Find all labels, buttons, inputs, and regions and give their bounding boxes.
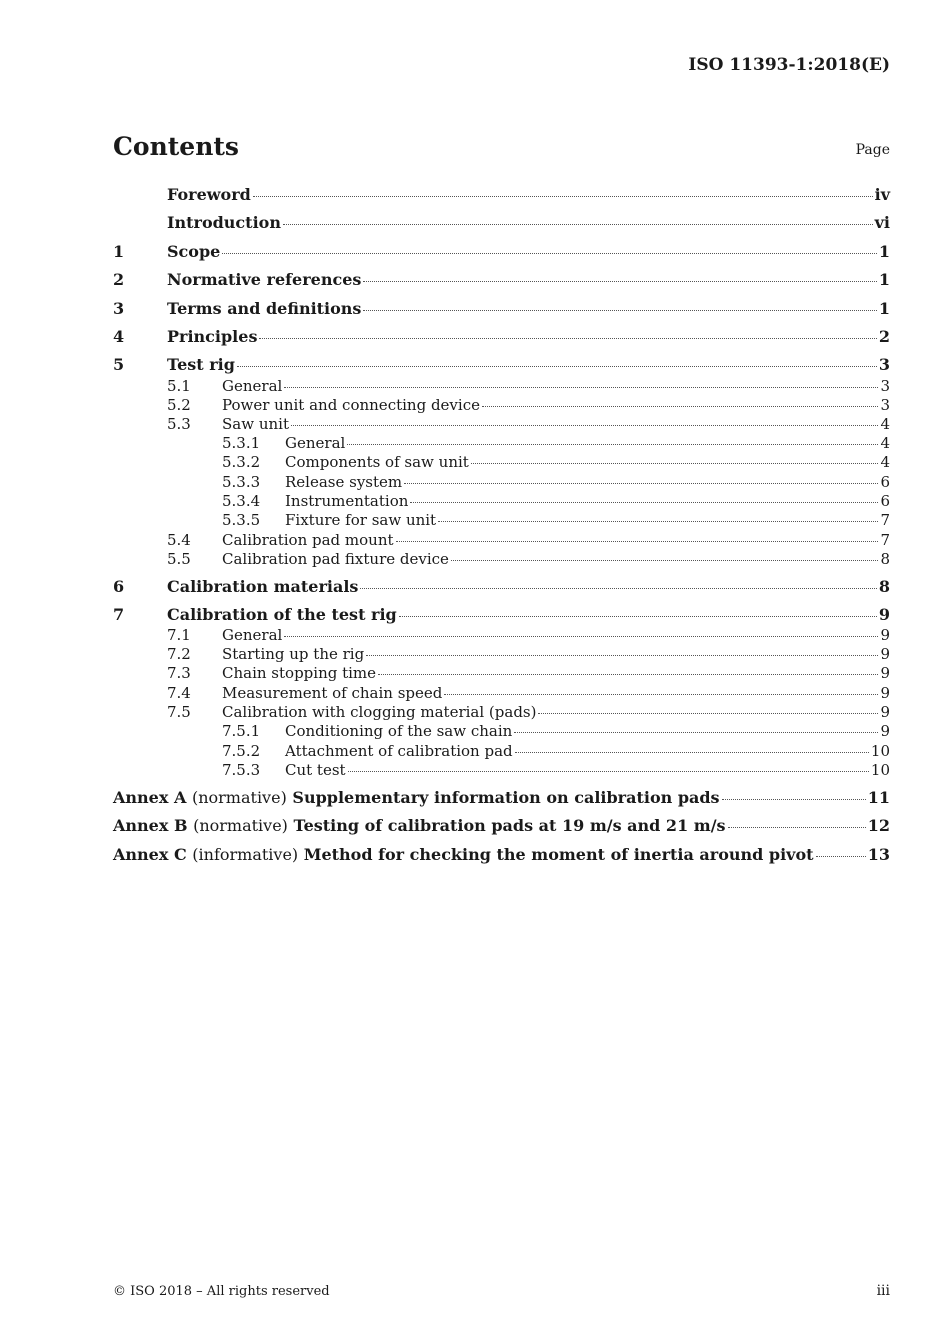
dot-leader	[515, 751, 869, 753]
dot-leader	[482, 405, 878, 407]
toc-entry-title: Saw unit	[222, 415, 289, 433]
toc-entry-number: 7.5.3	[222, 761, 261, 779]
annex-heading	[113, 845, 814, 865]
dot-leader	[366, 654, 878, 656]
toc-entry-title: Components of saw unit	[285, 453, 469, 471]
toc-annex-entry[interactable]	[113, 845, 890, 865]
dot-leader	[471, 462, 879, 464]
toc-entry-number: 7.1	[167, 626, 191, 644]
toc-entry-number: 5.3.3	[222, 473, 261, 491]
toc-entry[interactable]	[113, 577, 890, 597]
toc-entry-title: Foreword	[167, 185, 251, 204]
toc-entry-page: 1	[878, 270, 890, 289]
dot-leader	[514, 731, 878, 733]
toc-entry-number: 3	[113, 299, 125, 318]
annex-title: Supplementary information on calibration pads	[292, 788, 720, 807]
dot-leader	[348, 770, 869, 772]
dot-leader	[538, 712, 878, 714]
dot-leader	[444, 693, 878, 695]
toc-entry-title: Attachment of calibration pad	[285, 742, 513, 760]
dot-leader	[396, 540, 879, 542]
toc-entry-title: Introduction	[167, 213, 281, 232]
toc-entry-page: 6	[880, 473, 890, 491]
page-column-label: Page	[855, 142, 890, 158]
toc-entry[interactable]	[113, 376, 890, 396]
toc-entry-number: 7.5.2	[222, 742, 261, 760]
toc-entry-number: 5.3.2	[222, 453, 261, 471]
toc-entry-number: 7.2	[167, 645, 191, 663]
toc-entry[interactable]	[113, 213, 890, 233]
annex-label: Annex A	[113, 788, 187, 807]
copyright-notice: © ISO 2018 – All rights reserved	[113, 1284, 330, 1299]
toc-annex-entry[interactable]	[113, 788, 890, 808]
toc-entry-page: 7	[880, 511, 890, 529]
dot-leader	[237, 365, 877, 367]
toc-entry[interactable]	[113, 299, 890, 319]
toc-entry-page: 4	[880, 453, 890, 471]
toc-entry-title: Power unit and connecting device	[222, 396, 480, 414]
toc-entry-page: 1	[878, 242, 890, 261]
toc-annex-entry[interactable]	[113, 816, 890, 836]
toc-entry-title: Test rig	[167, 355, 235, 374]
dot-leader	[816, 855, 866, 857]
toc-entry-number: 7	[113, 605, 125, 624]
dot-leader	[284, 635, 878, 637]
toc-entry-title: Scope	[167, 242, 221, 261]
toc-entry-title: Calibration materials	[167, 577, 359, 596]
toc-entry-page: 9	[880, 703, 890, 721]
toc-entry-title: Starting up the rig	[222, 645, 365, 663]
annex-heading	[113, 816, 726, 836]
toc-entry-title: Normative references	[167, 270, 362, 289]
toc-entry-page: 9	[878, 605, 890, 624]
toc-entry-page: 9	[880, 645, 890, 663]
toc-entry-number: 5.3.5	[222, 511, 261, 529]
toc-entry-number: 5.2	[167, 396, 191, 414]
dot-leader	[363, 280, 876, 282]
annex-type: (normative)	[191, 788, 287, 807]
dot-leader	[222, 252, 877, 254]
toc-entry-title: Measurement of chain speed	[222, 684, 443, 702]
toc-entry[interactable]	[113, 683, 890, 703]
toc-entry-page: 9	[880, 664, 890, 682]
annex-title: Method for checking the moment of inertia around pivot	[303, 845, 814, 864]
toc-entry[interactable]	[113, 605, 890, 625]
toc-entry[interactable]	[113, 530, 890, 550]
toc-entry-number: 5	[113, 355, 125, 374]
dot-leader	[360, 587, 876, 589]
toc-entry-page: 10	[870, 742, 890, 760]
toc-entry-page: 9	[880, 626, 890, 644]
toc-entry-page: 1	[878, 299, 890, 318]
footer-page-number: iii	[876, 1283, 890, 1299]
toc-entry-number: 5.5	[167, 550, 191, 568]
toc-entry-title: Release system	[285, 473, 403, 491]
toc-entry-title: Chain stopping time	[222, 664, 377, 682]
toc-entry-number: 5.3.1	[222, 434, 261, 452]
toc-entry-page: iv	[874, 185, 890, 204]
annex-heading	[113, 788, 720, 808]
annex-type: (normative)	[193, 816, 288, 835]
dot-leader	[283, 223, 873, 225]
dot-leader	[399, 615, 877, 617]
toc-entry-number: 5.3	[167, 415, 191, 433]
toc-entry-page: 7	[880, 531, 890, 549]
toc-entry-title: Fixture for saw unit	[285, 511, 437, 529]
toc-entry-number: 5.1	[167, 377, 191, 395]
toc-entry-title: Terms and definitions	[167, 299, 362, 318]
toc-entry[interactable]	[113, 185, 890, 205]
toc-entry-title: General	[285, 434, 346, 452]
toc-entry[interactable]	[113, 270, 890, 290]
toc-entry-page: 8	[878, 577, 890, 596]
toc-entry[interactable]	[113, 355, 890, 375]
toc-entry[interactable]	[113, 702, 890, 722]
toc-entry[interactable]	[113, 242, 890, 262]
toc-entry[interactable]	[113, 414, 890, 434]
toc-entry-title: Conditioning of the saw chain	[285, 722, 513, 740]
toc-entry-number: 1	[113, 242, 125, 261]
toc-entry-page: 9	[880, 722, 890, 740]
dot-leader	[363, 309, 876, 311]
toc-entry[interactable]	[113, 741, 890, 761]
toc-entry[interactable]	[113, 452, 890, 472]
dot-leader	[410, 501, 878, 503]
toc-entry-page: 4	[880, 434, 890, 452]
toc-entry-number: 7.5.1	[222, 722, 261, 740]
dot-leader	[378, 673, 878, 675]
toc-entry[interactable]	[113, 472, 890, 492]
toc-entry-number: 7.5	[167, 703, 191, 721]
toc-entry-page: 6	[880, 492, 890, 510]
toc-entry-number: 5.4	[167, 531, 191, 549]
toc-entry-page: 8	[880, 550, 890, 568]
dot-leader	[259, 337, 876, 339]
toc-entry-title: Calibration with clogging material (pads)	[222, 703, 537, 721]
dot-leader	[347, 443, 878, 445]
toc-entry-number: 4	[113, 327, 125, 346]
dot-leader	[404, 482, 878, 484]
dot-leader	[291, 424, 878, 426]
toc-entry-page: 10	[870, 761, 890, 779]
dot-leader	[438, 520, 878, 522]
toc-entry-number: 7.4	[167, 684, 191, 702]
toc-entry-page: vi	[874, 213, 890, 232]
toc-entry-page: 12	[867, 816, 890, 835]
toc-entry[interactable]	[113, 510, 890, 530]
toc-entry-title: Calibration pad fixture device	[222, 550, 449, 568]
dot-leader	[253, 195, 873, 197]
toc-entry-title: Instrumentation	[285, 492, 409, 510]
toc-entry-page: 3	[878, 355, 890, 374]
toc-entry[interactable]	[113, 433, 890, 453]
toc-entry[interactable]	[113, 491, 890, 511]
toc-entry[interactable]	[113, 327, 890, 347]
toc-entry[interactable]	[113, 760, 890, 780]
toc-entry-title: Calibration pad mount	[222, 531, 394, 549]
annex-label: Annex C	[113, 845, 187, 864]
toc-entry-title: Calibration of the test rig	[167, 605, 397, 624]
dot-leader	[284, 386, 878, 388]
toc-entry-title: General	[222, 626, 283, 644]
toc-entry-title: Cut test	[285, 761, 346, 779]
toc-entry-page: 3	[880, 396, 890, 414]
toc-entry-number: 2	[113, 270, 125, 289]
toc-entry-number: 5.3.4	[222, 492, 261, 510]
annex-type: (informative)	[192, 845, 299, 864]
toc-entry-title: General	[222, 377, 283, 395]
toc-entry-page: 4	[880, 415, 890, 433]
toc-entry[interactable]	[113, 549, 890, 569]
toc-entry[interactable]	[113, 663, 890, 683]
toc-entry-title: Principles	[167, 327, 258, 346]
toc-entry-number: 6	[113, 577, 125, 596]
toc-entry-page: 3	[880, 377, 890, 395]
annex-title: Testing of calibration pads at 19 m/s and 21 m/s	[293, 816, 726, 835]
toc-entry[interactable]	[113, 644, 890, 664]
toc-entry-page: 11	[867, 788, 890, 807]
standard-identifier: ISO 11393-1:2018(E)	[688, 55, 890, 75]
toc-entry[interactable]	[113, 395, 890, 415]
toc-entry[interactable]	[113, 721, 890, 741]
toc-entry-number: 7.3	[167, 664, 191, 682]
annex-label: Annex B	[113, 816, 188, 835]
contents-heading: Contents	[113, 132, 240, 161]
dot-leader	[451, 559, 879, 561]
dot-leader	[728, 826, 866, 828]
toc-entry-page: 9	[880, 684, 890, 702]
dot-leader	[722, 798, 866, 800]
toc-entry-page: 2	[878, 327, 890, 346]
toc-entry[interactable]	[113, 625, 890, 645]
toc-entry-page: 13	[867, 845, 890, 864]
